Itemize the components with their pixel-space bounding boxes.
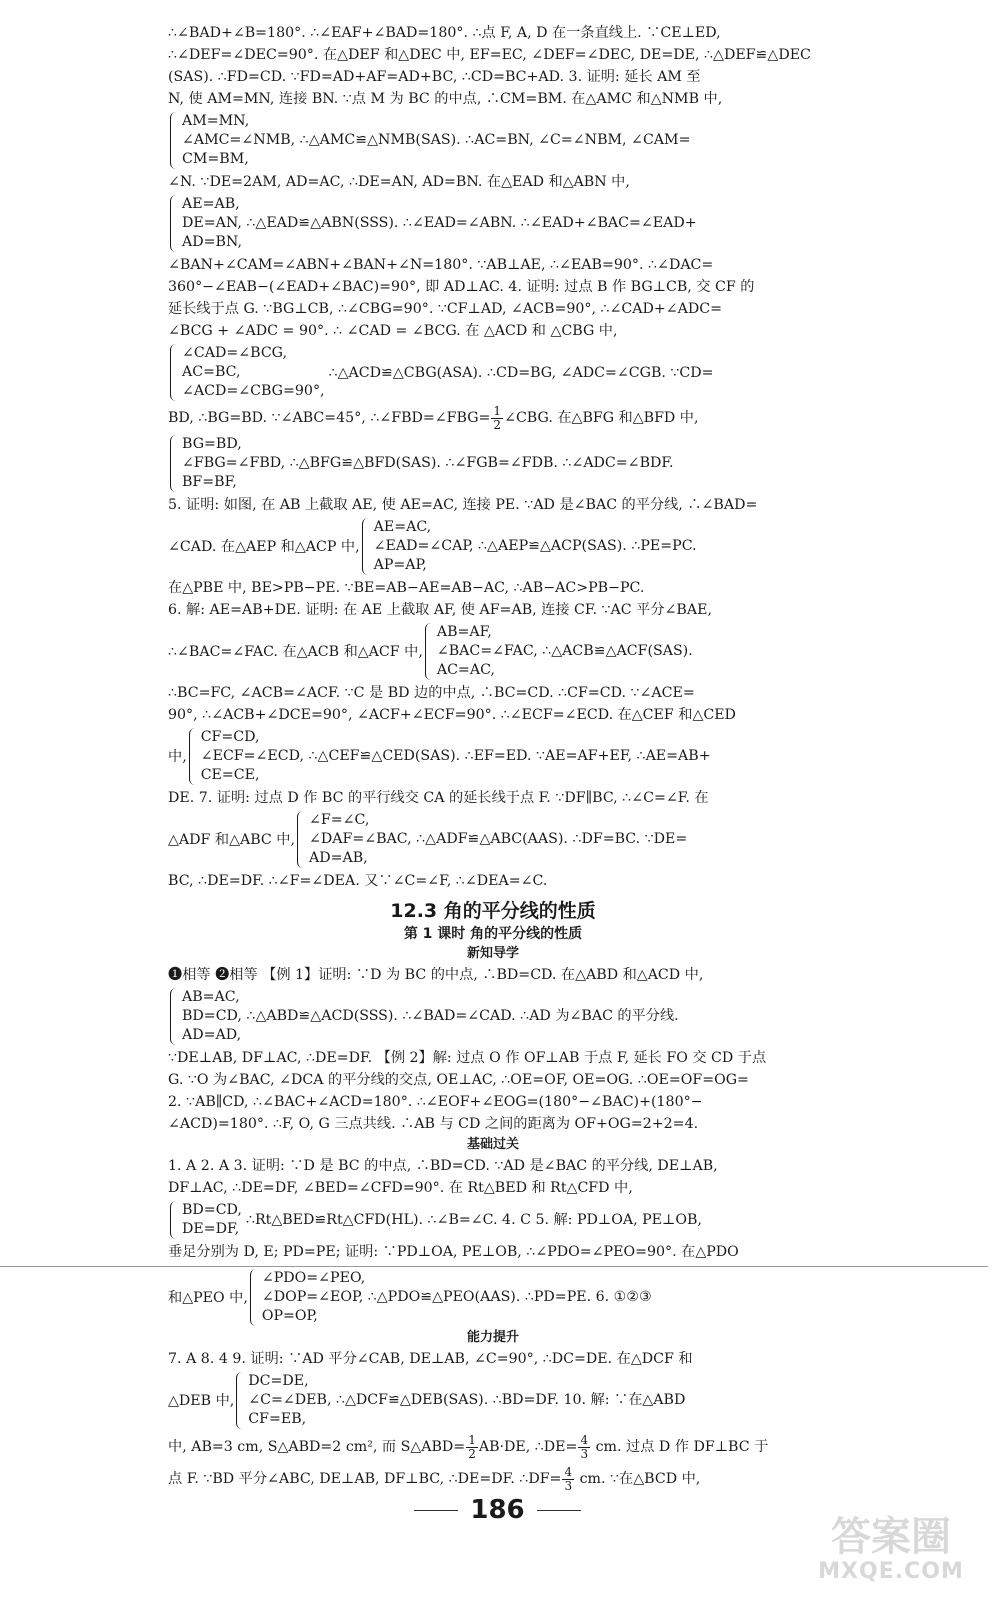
system-row: ∠CAD=∠BCG, — [182, 345, 288, 361]
text-segment: cm. ∵在△BCD 中, — [575, 1471, 701, 1487]
text-line: ∠BCG + ∠ADC = 90°. ∴ ∠CAD = ∠BCG. 在 △ACD 和 △CBG 中, — [168, 323, 618, 339]
equation-system — [168, 623, 818, 680]
system-row: ∠BAC=∠FAC, ∴△ACB≌△ACF(SAS). — [436, 643, 693, 659]
system-row: ∠PDO=∠PEO, — [261, 1270, 366, 1286]
equation-system — [168, 728, 818, 785]
brace-icon — [297, 811, 306, 868]
text-line: ❶相等 ❷相等 【例 1】证明: ∵D 为 BC 的中点, ∴BD=CD. 在△ABD 和△ACD 中, — [168, 967, 704, 983]
text-line: DF⊥AC, ∴DE=DF, ∠BED=∠CFD=90°. 在 Rt△BED 和 Rt△CFD 中, — [168, 1180, 633, 1196]
system-row: AP=AP, — [373, 557, 427, 573]
system-row: CF=EB, — [248, 1411, 307, 1427]
system-row: CE=CE, — [200, 767, 260, 783]
denominator: 3 — [564, 1478, 573, 1493]
text-line — [168, 1463, 818, 1495]
brace-icon — [236, 1372, 245, 1429]
system-row: CM=BM, — [182, 151, 249, 167]
system-row: BG=BD, — [182, 436, 242, 452]
system-tail: ∴Rt△BED≌Rt△CFD(HL). ∴∠B=∠C. 4. C 5. 解: PD⊥OA, PE⊥OB, — [245, 1212, 702, 1228]
numerator: 1 — [468, 1432, 476, 1447]
text-segment: AB·DE, ∴DE= — [478, 1439, 578, 1455]
text-line: 延长线于点 G. ∵BG⊥CB, ∴∠CBG=90°. ∵CF⊥AD, ∠ACB=90°, ∴∠CAD+∠ADC= — [168, 301, 723, 317]
equation-system — [168, 811, 818, 868]
system-row: AC=AC, — [436, 662, 495, 678]
system-row: OP=OP, — [261, 1308, 318, 1324]
system-row: AD=AD, — [182, 1027, 242, 1043]
fraction — [466, 1434, 478, 1461]
page-number-value: 186 — [470, 1495, 525, 1525]
system-row: ∠DOP=∠EOP, ∴△PDO≌△PEO(AAS). ∴PD=PE. 6. ①②③ — [261, 1289, 652, 1305]
text-line: (SAS). ∴FD=CD. ∵FD=AD+AF=AD+BC, ∴CD=BC+AD. 3. 证明: 延长 AM 至 — [168, 69, 701, 85]
text-line: ∵DE⊥AB, DF⊥AC, ∴DE=DF. 【例 2】解: 过点 O 作 OF⊥AB 于点 F, 延长 FO 交 CD 于点 — [168, 1050, 767, 1066]
watermark-cn: 答案圈 — [831, 1514, 951, 1560]
system-row: AM=MN, — [182, 113, 250, 129]
system-row: AE=AC, — [373, 519, 432, 535]
dash-right — [537, 1510, 581, 1511]
fraction — [578, 1434, 590, 1461]
text-line: 垂足分别为 D, E; PD=PE; 证明: ∵PD⊥OA, PE⊥OB, ∴∠PDO=∠PEO=90°. 在△PDO — [168, 1244, 739, 1260]
text-line: 90°, ∴∠ACB+∠DCE=90°, ∠ACF+∠ECF=90°. ∴∠ECF=∠ECD. 在△CEF 和△CED — [168, 707, 736, 723]
system-row: ∠AMC=∠NMB, ∴△AMC≌△NMB(SAS). ∴AC=BN, ∠C=∠NBM, ∠CAM= — [182, 132, 691, 148]
subheading-basic: 基础过关 — [466, 1137, 519, 1152]
equation-system — [168, 518, 818, 575]
text-line: 1. A 2. A 3. 证明: ∵D 是 BC 的中点, ∴BD=CD. ∵AD 是∠BAC 的平分线, DE⊥AB, — [168, 1158, 718, 1174]
text-line: N, 使 AM=MN, 连接 BN. ∵点 M 为 BC 的中点, ∴CM=BM. 在△AMC 和△NMB 中, — [168, 91, 723, 107]
text-segment: 中, AB=3 cm, S△ABD=2 cm², 而 S△ABD= — [168, 1439, 466, 1455]
brace-icon — [170, 1201, 179, 1239]
system-lead: ∠CAD. 在△AEP 和△ACP 中, — [168, 538, 360, 555]
system-row: AD=AB, — [308, 850, 368, 866]
text-line: 2. ∵AB∥CD, ∴∠BAC+∠ACD=180°. ∴∠EOF+∠EOG=(180°−∠BAC)+(180°− — [168, 1094, 703, 1110]
brace-icon — [189, 728, 198, 785]
text-line: 6. 解: AE=AB+DE. 证明: 在 AE 上截取 AF, 使 AF=AB, 连接 CF. ∵AC 平分∠BAE, — [168, 602, 712, 618]
equation-system — [168, 988, 818, 1045]
system-row: BF=BF, — [182, 474, 237, 490]
brace-icon — [170, 435, 179, 492]
text-line: 5. 证明: 如图, 在 AB 上截取 AE, 使 AE=AC, 连接 PE. ∵AD 是∠BAC 的平分线, ∴∠BAD= — [168, 497, 758, 513]
text-line: 360°−∠EAB−(∠EAD+∠BAC)=90°, 即 AD⊥AC. 4. 证明: 过点 B 作 BG⊥CB, 交 CF 的 — [168, 279, 755, 295]
brace-icon — [170, 195, 179, 252]
watermark-en: MXQE.COM — [818, 1559, 964, 1584]
fraction — [562, 1466, 574, 1493]
answer-page — [168, 0, 818, 1600]
text-line: ∠BAN+∠CAM=∠ABN+∠BAN+∠N=180°. ∵AB⊥AE, ∴∠EAB=90°. ∴∠DAC= — [168, 257, 714, 273]
brace-icon — [170, 988, 179, 1045]
system-row: AB=AF, — [436, 624, 492, 640]
text-line: 7. A 8. 4 9. 证明: ∵AD 平分∠CAB, DE⊥AB, ∠C=90°, ∴DC=DE. 在△DCF 和 — [168, 1351, 693, 1367]
system-row: AE=AB, — [182, 196, 240, 212]
system-row: AD=BN, — [182, 234, 242, 250]
denominator: 3 — [580, 1446, 589, 1461]
text-line: DE. 7. 证明: 过点 D 作 BC 的平行线交 CA 的延长线于点 F. ∵DF∥BC, ∴∠C=∠F. 在 — [168, 790, 709, 806]
text-segment: 点 F. ∵BD 平分∠ABC, DE⊥AB, DF⊥BC, ∴DE=DF. ∴DF= — [168, 1471, 562, 1487]
system-row: ∠DAF=∠BAC, ∴△ADF≌△ABC(AAS). ∴DF=BC. ∵DE= — [308, 831, 688, 847]
denominator: 2 — [493, 417, 502, 432]
system-lead: 中, — [168, 748, 187, 765]
text-line: BC, ∴DE=DF. ∴∠F=∠DEA. 又∵∠C=∠F, ∴∠DEA=∠C. — [168, 873, 548, 889]
system-lead: △DEB 中, — [168, 1392, 235, 1409]
system-row: DC=DE, — [248, 1373, 309, 1389]
text-line: ∠ACD)=180°. ∴F, O, G 三点共线. ∴AB 与 CD 之间的距离为 OF+OG=2+2=4. — [168, 1116, 699, 1132]
equation-system — [168, 1269, 818, 1326]
system-row: BD=CD, ∴△ABD≌△ACD(SSS). ∴∠BAD=∠CAD. ∴AD 为∠BAC 的平分线. — [182, 1008, 679, 1024]
subheading-new-knowledge: 新知导学 — [466, 946, 519, 961]
fraction — [491, 405, 503, 432]
fold-divider — [0, 1266, 988, 1267]
system-row: BD=CD, — [182, 1202, 242, 1218]
denominator: 2 — [468, 1446, 476, 1461]
system-lead: ∴∠BAC=∠FAC. 在△ACB 和△ACF 中, — [168, 643, 423, 660]
system-row: AB=AC, — [182, 989, 240, 1005]
equation-system — [168, 1372, 818, 1429]
section-title: 12.3 角的平分线的性质 — [390, 900, 596, 922]
text-line: ∴∠DEF=∠DEC=90°. 在△DEF 和△DEC 中, EF=EC, ∠DEF=∠DEC, DE=DE, ∴△DEF≌△DEC — [168, 47, 811, 63]
system-lead: 和△PEO 中, — [168, 1289, 248, 1306]
watermark-logo — [801, 1514, 981, 1588]
system-lead: △ADF 和△ABC 中, — [168, 831, 295, 848]
text-line: ∴BC=FC, ∠ACB=∠ACF. ∵C 是 BD 边的中点, ∴BC=CD. ∴CF=CD. ∵∠ACE= — [168, 685, 695, 701]
dash-left — [414, 1510, 458, 1511]
text-line — [168, 403, 818, 433]
system-tail: ∴△ACD≌△CBG(ASA). ∴CD=BG, ∠ADC=∠CGB. ∵CD= — [328, 364, 714, 381]
brace-icon — [170, 112, 179, 169]
text-segment: ∠CBG. 在△BFG 和△BFD 中, — [504, 410, 699, 426]
system-row: CF=CD, — [200, 729, 260, 745]
text-line: G. ∵O 为∠BAC, ∠DCA 的平分线的交点, OE⊥AC, ∴OE=OF, OE=OG. ∴OE=OF=OG= — [168, 1072, 749, 1088]
system-row: ∠ECF=∠ECD, ∴△CEF≌△CED(SAS). ∴EF=ED. ∵AE=AF+EF, ∴AE=AB+ — [200, 748, 711, 764]
brace-icon — [362, 518, 371, 575]
system-row: ∠FBG=∠FBD, ∴△BFG≌△BFD(SAS). ∴∠FGB=∠FDB. ∴∠ADC=∠BDF. — [182, 455, 674, 471]
equation-system — [168, 435, 818, 492]
numerator: 4 — [564, 1464, 573, 1479]
system-row: DE=DF, — [182, 1221, 240, 1237]
system-row: ∠F=∠C, — [308, 812, 370, 828]
text-segment: cm. 过点 D 作 DF⊥BC 于 — [591, 1439, 769, 1455]
text-line: ∠N. ∵DE=2AM, AD=AC, ∴DE=AN, AD=BN. 在△EAD 和△ABN 中, — [168, 174, 630, 190]
equation-system — [168, 195, 818, 252]
text-line — [168, 1431, 818, 1463]
system-row: DE=AN, ∴△EAD≌△ABN(SSS). ∴∠EAD=∠ABN. ∴∠EAD+∠BAC=∠EAD+ — [182, 215, 697, 231]
subheading-advanced: 能力提升 — [466, 1330, 519, 1345]
lesson-title: 第 1 课时 角的平分线的性质 — [403, 926, 583, 942]
text-line: 在△PBE 中, BE>PB−PE. ∵BE=AB−AE=AB−AC, ∴AB−AC>PB−PC. — [168, 580, 645, 596]
equation-system — [168, 112, 818, 169]
text-segment: BD, ∴BG=BD. ∵∠ABC=45°, ∴∠FBD=∠FBG= — [168, 410, 491, 426]
equation-system — [168, 344, 818, 401]
brace-icon — [250, 1269, 259, 1326]
system-row: AC=BC, — [182, 364, 241, 380]
system-row: ∠ACD=∠CBG=90°, — [182, 383, 325, 399]
brace-icon — [425, 623, 434, 680]
equation-system — [168, 1201, 818, 1239]
brace-icon — [170, 344, 179, 401]
numerator: 1 — [493, 403, 502, 418]
numerator: 4 — [580, 1432, 589, 1447]
text-line: ∴∠BAD+∠B=180°. ∴∠EAF+∠BAD=180°. ∴点 F, A, D 在一条直线上. ∵CE⊥ED, — [168, 25, 721, 41]
system-row: ∠EAD=∠CAP, ∴△AEP≌△ACP(SAS). ∴PE=PC. — [373, 538, 697, 554]
system-row: ∠C=∠DEB, ∴△DCF≌△DEB(SAS). ∴BD=DF. 10. 解: ∵在△ABD — [248, 1392, 686, 1408]
